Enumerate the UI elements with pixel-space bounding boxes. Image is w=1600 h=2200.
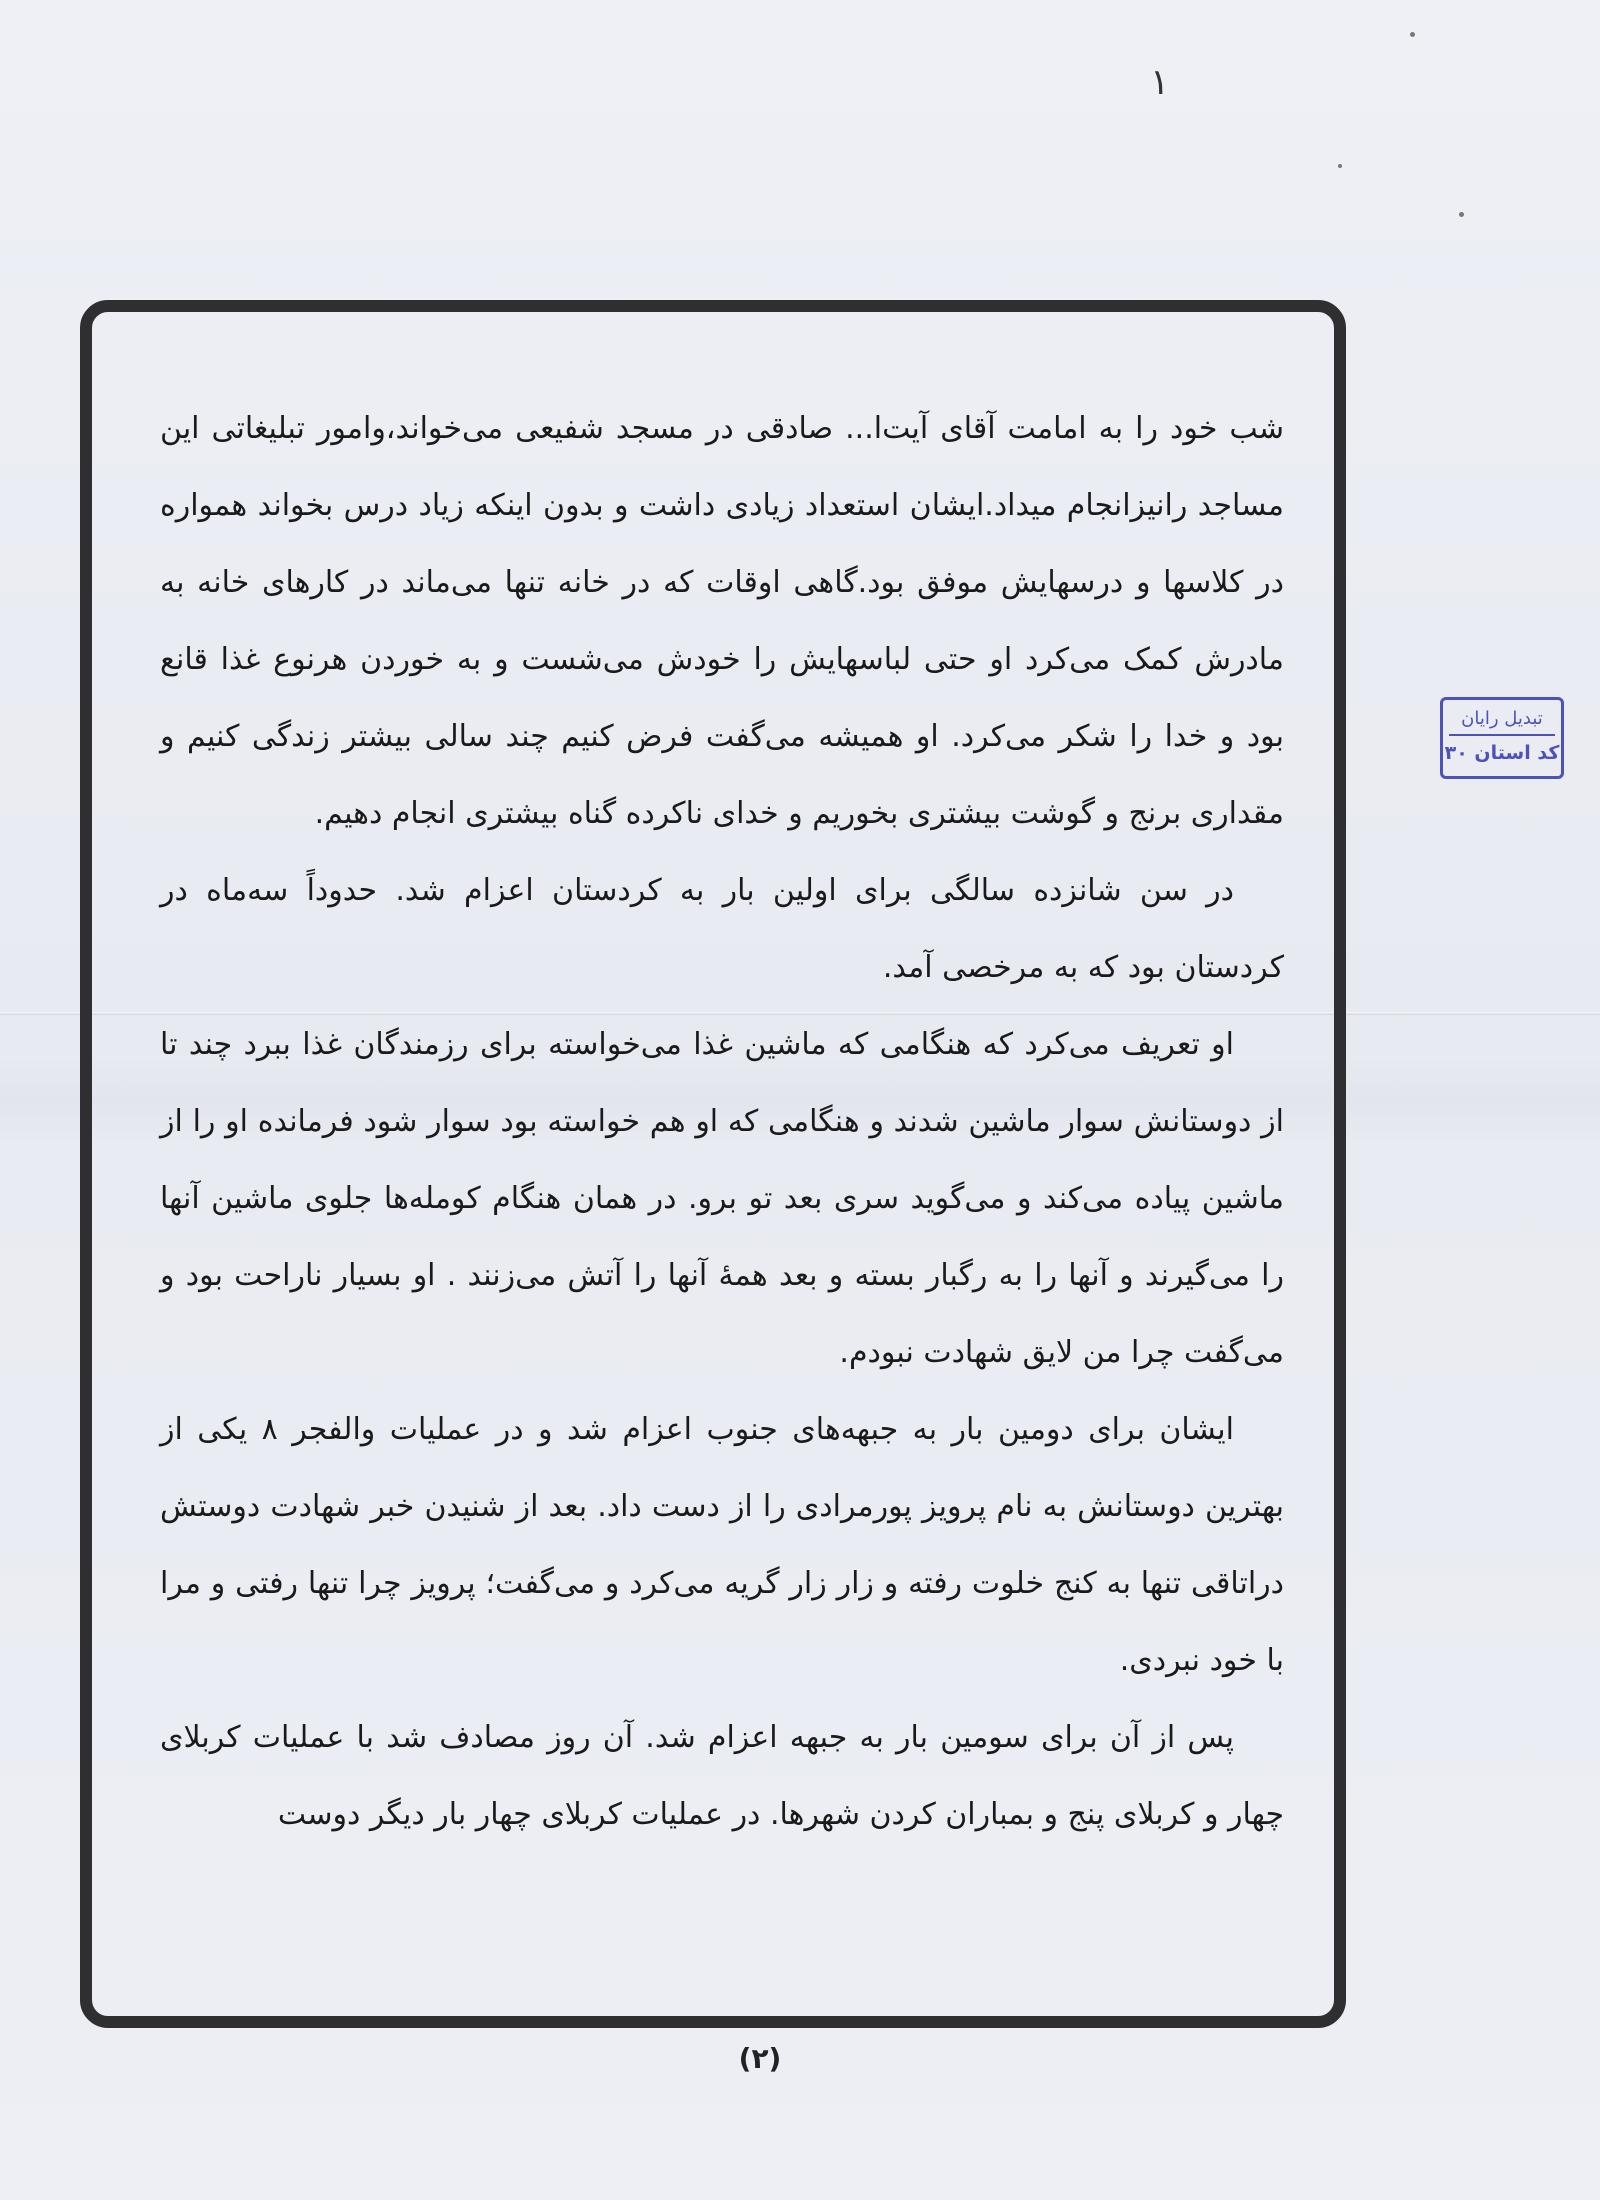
rayan-stamp <box>1440 697 1564 779</box>
paragraph-2: در سن شانزده سالگی برای اولین بار به کردستان اعزام شد. حدوداً سه‌ماه در کردستان بود که به مرخصی آمد. <box>160 873 1284 985</box>
ink-speck <box>1338 164 1342 168</box>
ink-speck <box>1410 32 1415 37</box>
stamp-line-1: تبدیل رایان <box>1449 704 1555 736</box>
corner-handwritten-mark: ١ <box>1150 62 1170 103</box>
stamp-line-2: کد استان ۳۰ <box>1444 742 1560 764</box>
paragraph-3: او تعریف می‌کرد که هنگامی که ماشین غذا می‌خواسته برای رزمندگان غذا ببرد چند تا از دوستانش سوار ماشین شدند و هنگامی که او هم خواسته بود سوار شود فرمانده او را از ماشین پیاده می‌کند و می‌گوید سری بعد تو برو. در همان هنگام کومله‌ها جلوی ماشین آنها را می‌گیرند و آنها را به رگبار بسته و بعد همهٔ آنها را آتش می‌زنند . او بسیار ناراحت بود و می‌گفت چرا من لایق شهادت نبودم. <box>160 1027 1284 1370</box>
paragraph-1: شب خود را به امامت آقای آیت‌ا... صادقی در مسجد شفیعی می‌خواند،وامور تبلیغاتی این مساجد رانیزانجام میداد.ایشان استعداد زیادی داشت و بدون اینکه زیاد درس بخواند همواره در کلاسها و درسهایش موفق بود.گاهی اوقات که در خانه تنها می‌ماند در کارهای خانه به مادرش کمک می‌کرد او حتی لباسهایش را خودش می‌شست و به خوردن هرنوع غذا قانع بود و خدا را شکر می‌کرد. او همیشه می‌گفت فرض کنیم چند سالی بیشتر زندگی کنیم و مقداری برنج و گوشت بیشتری بخوریم و خدای ناکرده گناه بیشتری انجام دهیم. <box>160 411 1284 831</box>
body-text <box>160 390 1284 1853</box>
paragraph-4: ایشان برای دومین بار به جبهه‌های جنوب اعزام شد و در عملیات والفجر ۸ یکی از بهترین دوستانش به نام پرویز پورمرادی را از دست داد. بعد از شنیدن خبر شهادت دوستش دراتاقی تنها به کنج خلوت رفته و زار زار گریه می‌کرد و می‌گفت؛ پرویز چرا تنها رفتی و مرا با خود نبردی. <box>160 1412 1284 1678</box>
ink-speck <box>1459 212 1464 217</box>
page-number: (۲) <box>738 2042 782 2075</box>
paragraph-5: پس از آن برای سومین بار به جبهه اعزام شد. آن روز مصادف شد با عملیات کربلای چهار و کربلای پنج و بمباران کردن شهرها. در عملیات کربلای چهار بار دیگر دوست <box>160 1720 1284 1832</box>
